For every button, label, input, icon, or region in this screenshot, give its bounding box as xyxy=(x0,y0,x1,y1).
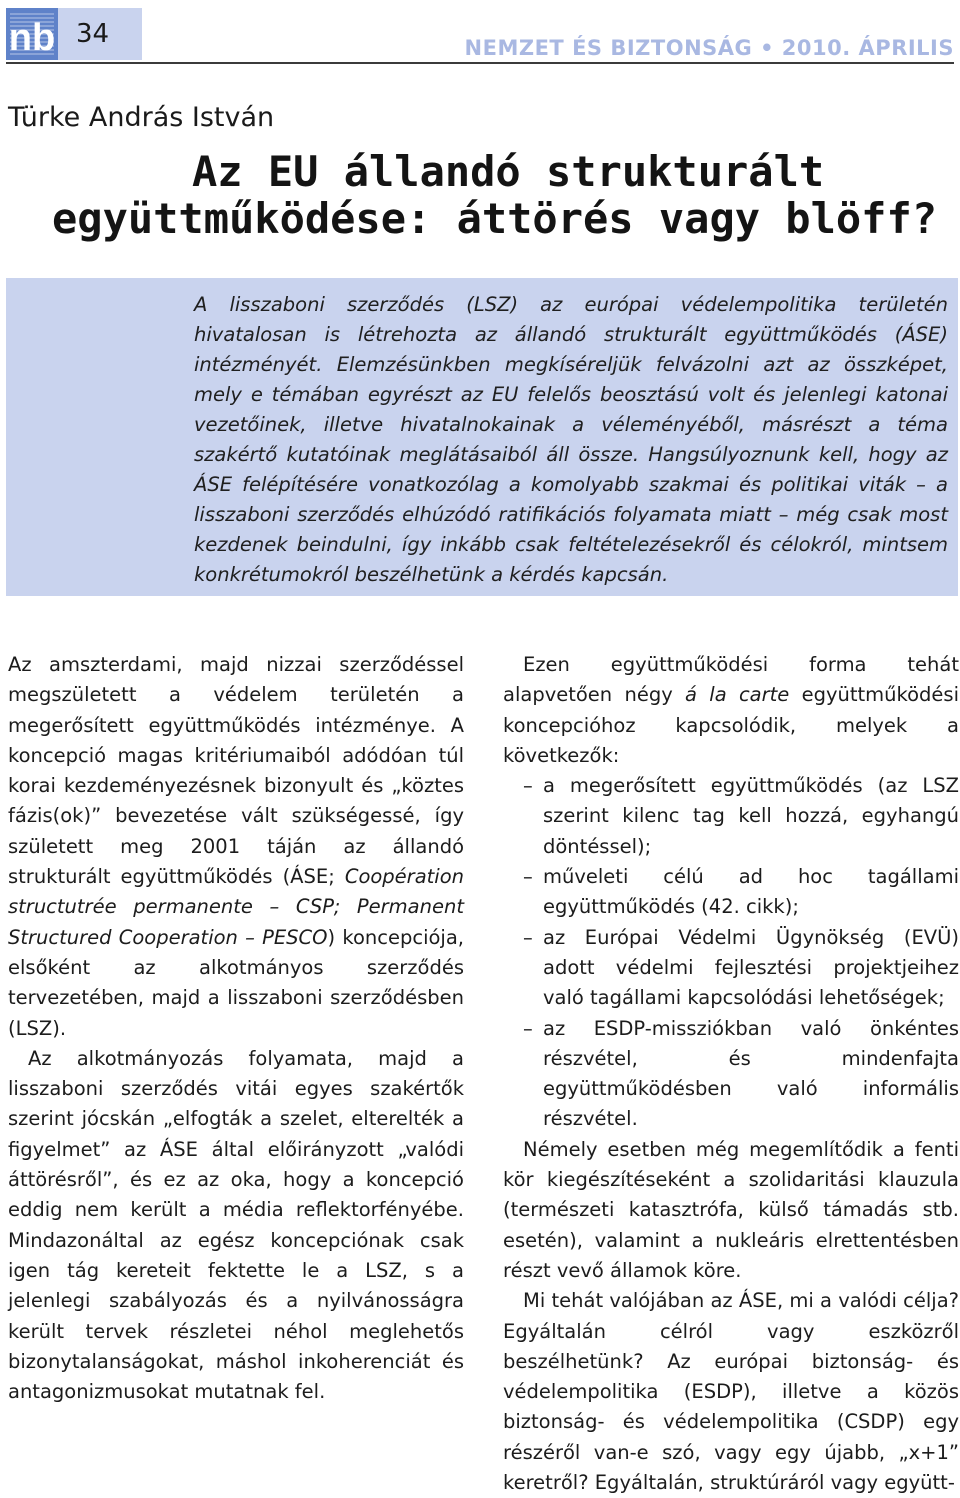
right-paragraph-2: Némely esetben még megemlítődik a fenti kör kiegészítéseként a szolidaritási klauzula (természeti katasztrófa, külső támadás stb. esetén), valamint a nukleáris elrettentésben részt vevő államok köre. xyxy=(503,1137,959,1282)
right-paragraph-1 xyxy=(503,650,959,771)
page-number: 34 xyxy=(58,8,142,60)
left-p1-italic: Coopération structutrée permanente – CSP; Permanent Structured Cooperation – PESCO xyxy=(8,865,464,949)
journal-logo-mark xyxy=(6,8,58,60)
journal-logo xyxy=(6,8,58,60)
left-column xyxy=(8,650,464,1407)
abstract-box xyxy=(6,278,958,596)
article-title-line1: Az EU állandó strukturált xyxy=(192,147,825,196)
left-paragraph-2: Az alkotmányozás folyamata, majd a lisszaboni szerződés vitái egyes szakértők szerint jócskán „elfogták a szelet, elterelték a figyelmet” az ÁSE által előirányzott „valódi áttörésről”, és ez az oka, hogy a koncepció eddig nem került a média reflektorfényébe. Mindazonáltal az egész koncepciónak csak igen tág kereteit fektette le a LSZ, s a jelenlegi szabályozás és a nyilvánosságra került tervek részletei néhol meglehetős bizonytalanságokat, máshol inkoherenciát és antagonizmusokat mutatnak fel. xyxy=(8,1046,464,1404)
list-item xyxy=(503,923,959,1014)
abstract-text: A lisszaboni szerződés (LSZ) az európai védelempolitika területén hivatalosan is létrehozta az állandó strukturált együttműködés (ÁSE) intézményét. Elemzésünkben megkíséreljük felvázolni azt az összképet, mely e témában egyrészt az EU felelős beosztású volt és jelenlegi katonai vezetőinek, illetve hivatalnokainak a véleményéből, másrészt a téma szakértő kutatóinak meglátásaiból áll össze. Hangsúlyoznunk kell, hogy az ÁSE felépítésére vonatkozólag a komolyabb szakmai és politikai viták – a lisszaboni szerződés elhúzódó ratifikációs folyamata miatt – még csak most kezdenek beindulni, így inkább csak feltételezésekről és célokról, mintsem konkrétumokról beszélhetünk a kérdés kapcsán. xyxy=(194,293,948,586)
list-dash: – xyxy=(523,865,533,889)
right-p1-text-b: együttműködési koncepcióhoz kapcsolódik, melyek a következők: xyxy=(503,683,959,767)
article-author: Türke András István xyxy=(8,102,275,133)
running-head: NEMZET ÉS BIZTONSÁG • 2010. ÁPRILIS xyxy=(464,36,954,60)
left-p1-text-a: Az amszterdami, majd nizzai szerződéssel megszületett a védelem területén a megerősített együttműködés intézménye. A koncepció magas kritériumaiból adódóan túl korai kezdeményezésnek bizonyult és „köztes fázis(ok)” bevezetése vált szükségessé, így született meg 2001 táján az állandó strukturált együttműködés (ÁSE; xyxy=(8,653,464,889)
right-p1-italic: á la carte xyxy=(685,683,790,707)
list-item-text: az Európai Védelmi Ügynökség (EVÜ) adott védelmi fejlesztési projektjeihez való tagállami kapcsolódási lehetőségek; xyxy=(543,925,959,1010)
right-p1-text-a: Ezen együttműködési forma tehát alapvetően négy xyxy=(503,653,959,707)
left-p1-text-b: ) koncepciója, elsőként az alkotmányos szerződés tervezetében, majd a lisszaboni szerződésben (LSZ). xyxy=(8,925,464,1040)
left-paragraph-1 xyxy=(8,650,464,1044)
list-item-text: az ESDP-missziókban való önkéntes részvétel, és mindenfajta együttműködésben való informális részvétel. xyxy=(543,1016,959,1131)
list-dash: – xyxy=(523,925,533,949)
concept-list xyxy=(503,771,959,1135)
list-item xyxy=(503,771,959,862)
article-title xyxy=(52,148,952,242)
list-dash: – xyxy=(523,774,533,798)
right-paragraph-3: Mi tehát valójában az ÁSE, mi a valódi célja? Egyáltalán célról vagy eszközről beszélhetünk? Az európai biztonság- és védelempolitika (ESDP), illetve a közös biztonság- és védelempolitika (CSDP) egy részéről van-e szó, vagy egy újabb, „x+1” keretről? Egyáltalán, struktúráról vagy együtt- xyxy=(503,1289,959,1495)
right-column xyxy=(503,650,959,1498)
list-dash: – xyxy=(523,1016,533,1040)
list-item xyxy=(503,862,959,923)
logo-letters: nb xyxy=(8,17,56,59)
header-rule xyxy=(6,62,954,64)
list-item-text: a megerősített együttműködés (az LSZ szerint kilenc tag kell hozzá, egyhangú döntéssel); xyxy=(543,774,959,858)
article-title-line2: együttműködése: áttörés vagy blöff? xyxy=(52,194,938,243)
list-item xyxy=(503,1014,959,1135)
list-item-text: műveleti célú ad hoc tagállami együttműködés (42. cikk); xyxy=(543,865,959,919)
